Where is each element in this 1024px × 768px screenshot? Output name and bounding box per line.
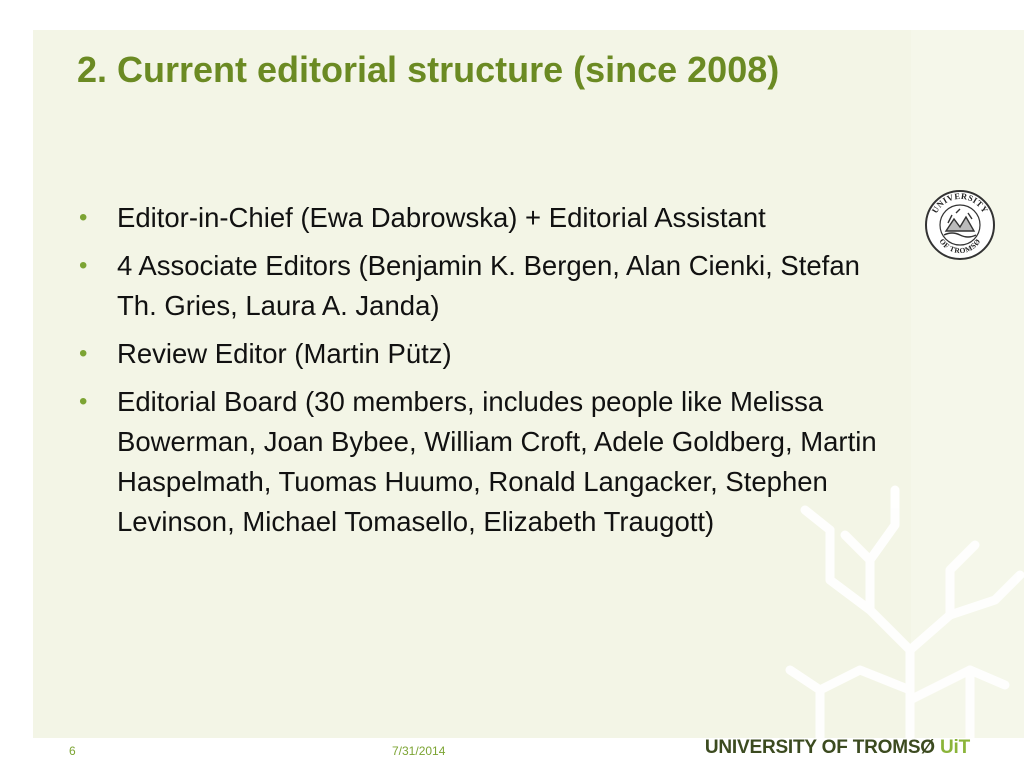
university-seal-icon [924,189,996,261]
bullet-text: Editor-in-Chief (Ewa Dabrowska) + Editorial Assistant [117,202,766,233]
bullet-dot-icon: • [79,252,88,279]
bullet-dot-icon: • [79,204,88,231]
bullet-dot-icon: • [79,388,88,415]
bullet-text: 4 Associate Editors (Benjamin K. Bergen, Alan Cienki, Stefan Th. Gries, Laura A. Janda) [117,250,860,321]
bullet-text: Editorial Board (30 members, includes people like Melissa Bowerman, Joan Bybee, William Croft, Adele Goldberg, Martin Haspelmath, Tuomas Huumo, Ronald Langacker, Stephen Levinson, Michael Tomasello, Elizabeth Traugott) [117,386,877,537]
bullet-item-associate-editors [77,246,877,326]
brand-accent: UiT [939,737,970,758]
bullet-item-editorial-board [77,382,877,542]
page-number: 6 [69,744,76,758]
slide-title: 2. Current editorial structure (since 2008) [77,49,780,90]
bullet-text: Review Editor (Martin Pütz) [117,338,452,369]
university-brand [705,737,970,759]
seal-bottom-text: OF TROMSØ [937,236,983,256]
bullet-list [77,198,877,550]
bullet-item-editor-in-chief [77,198,877,238]
brand-name: UNIVERSITY OF TROMSØ [704,737,935,758]
slide-date: 7/31/2014 [392,744,446,758]
bullet-dot-icon: • [79,340,88,367]
seal-top-text: UNIVERSITY [929,190,991,215]
bullet-item-review-editor [77,334,877,374]
